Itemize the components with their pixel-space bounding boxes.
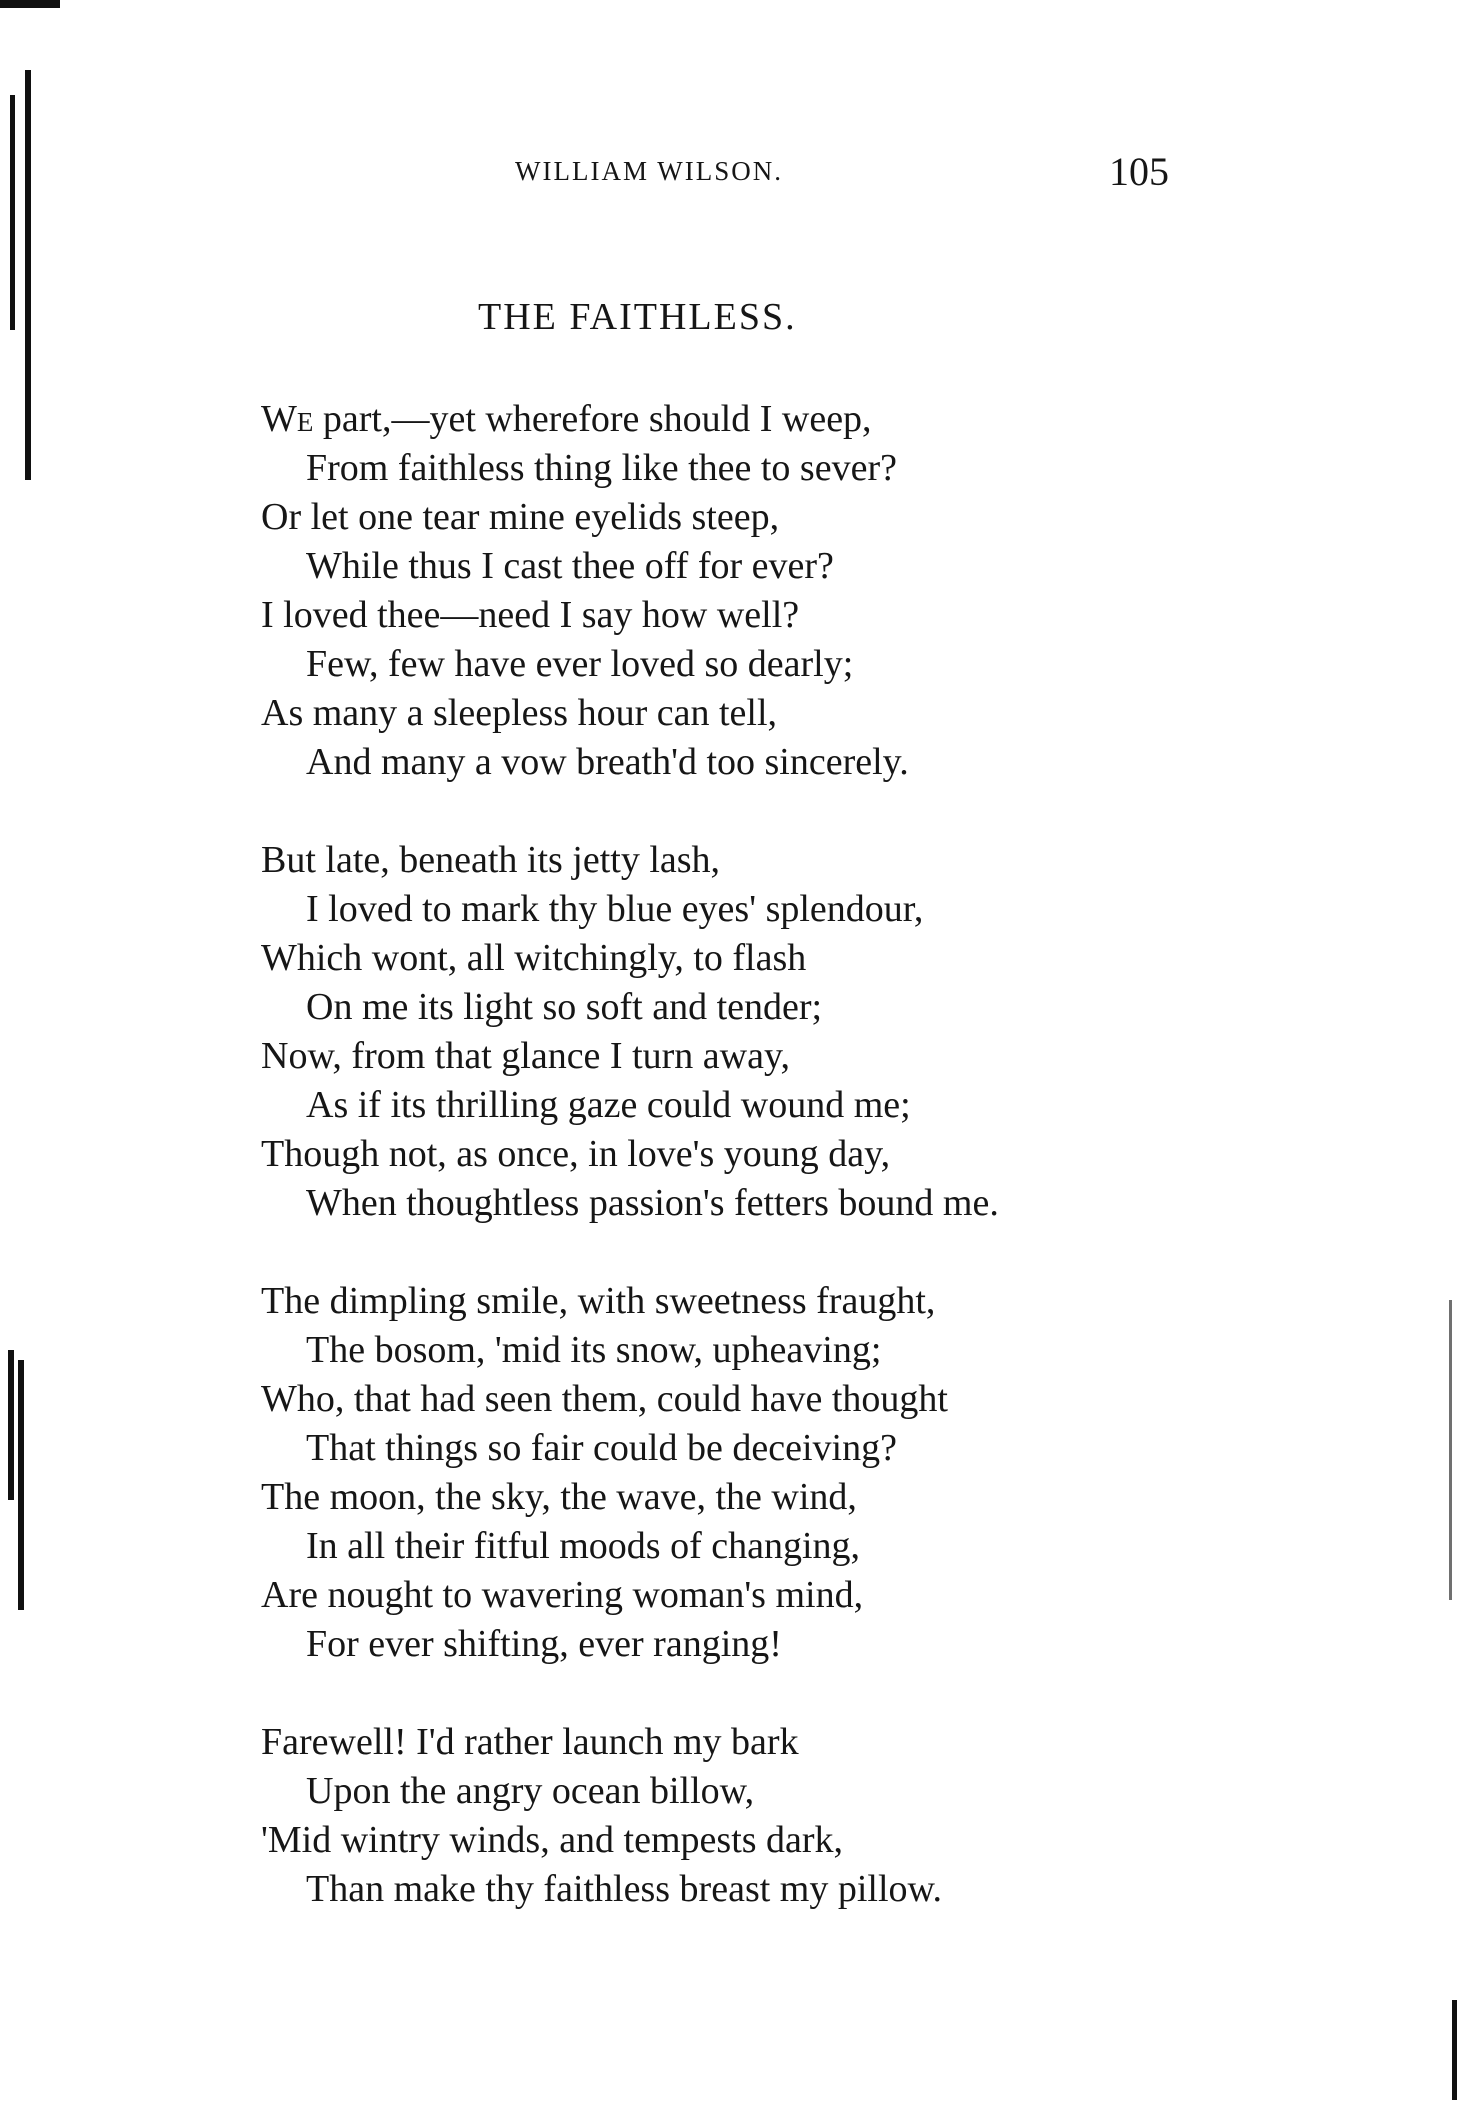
poem-line: On me its light so soft and tender;: [306, 986, 823, 1028]
poem-line: [261, 395, 1161, 444]
poem-line: The dimpling smile, with sweetness fraught,: [261, 1280, 936, 1322]
poem-line: Are nought to wavering woman's mind,: [261, 1574, 864, 1616]
poem-line: Upon the angry ocean billow,: [306, 1770, 755, 1812]
poem-line: While thus I cast thee off for ever?: [306, 545, 834, 587]
poem-line: As if its thrilling gaze could wound me;: [306, 1084, 911, 1126]
running-head: WILLIAM WILSON.: [515, 156, 783, 186]
poem-line: When thoughtless passion's fetters bound me.: [306, 1182, 999, 1224]
scan-edge-mark: [18, 1360, 24, 1610]
poem-line: Though not, as once, in love's young day,: [261, 1133, 891, 1175]
drop-word-initial: W: [261, 398, 297, 440]
poem-line: I loved to mark thy blue eyes' splendour,: [306, 888, 924, 930]
poem-line: Which wont, all witchingly, to flash: [261, 937, 807, 979]
scan-edge-mark: [0, 0, 60, 8]
scan-edge-mark: [1452, 2000, 1457, 2100]
stanza-3: [261, 1277, 1161, 1669]
scan-edge-mark: [8, 1350, 14, 1500]
stanza-4: [261, 1718, 1161, 1914]
poem-title: THE FAITHLESS.: [478, 296, 797, 338]
poem-line: I loved thee—need I say how well?: [261, 594, 800, 636]
poem-line: In all their fitful moods of changing,: [306, 1525, 861, 1567]
line-text: part,—yet wherefore should I weep,: [313, 398, 872, 440]
poem-line: For ever shifting, ever ranging!: [306, 1623, 782, 1665]
scan-edge-mark: [25, 70, 31, 480]
page-number: 105: [1109, 149, 1169, 194]
poem-body: [261, 395, 1161, 1963]
poem-line: Now, from that glance I turn away,: [261, 1035, 790, 1077]
stanza-2: [261, 836, 1161, 1228]
scan-edge-mark: [1449, 1300, 1452, 1600]
poem-line: As many a sleepless hour can tell,: [261, 692, 778, 734]
poem-line: That things so fair could be deceiving?: [306, 1427, 897, 1469]
poem-line: Few, few have ever loved so dearly;: [306, 643, 854, 685]
stanza-1: [261, 395, 1161, 787]
poem-line: Or let one tear mine eyelids steep,: [261, 496, 780, 538]
poem-line: Farewell! I'd rather launch my bark: [261, 1721, 799, 1763]
poem-line: The moon, the sky, the wave, the wind,: [261, 1476, 857, 1518]
drop-word-rest: e: [296, 398, 314, 440]
poem-line: From faithless thing like thee to sever?: [306, 447, 897, 489]
poem-line: The bosom, 'mid its snow, upheaving;: [306, 1329, 882, 1371]
poem-line: And many a vow breath'd too sincerely.: [306, 741, 909, 783]
poem-line: Who, that had seen them, could have thought: [261, 1378, 948, 1420]
poem-line: 'Mid wintry winds, and tempests dark,: [261, 1819, 844, 1861]
scan-edge-mark: [10, 95, 15, 330]
poem-line: But late, beneath its jetty lash,: [261, 839, 721, 881]
poem-line: Than make thy faithless breast my pillow.: [306, 1868, 942, 1910]
